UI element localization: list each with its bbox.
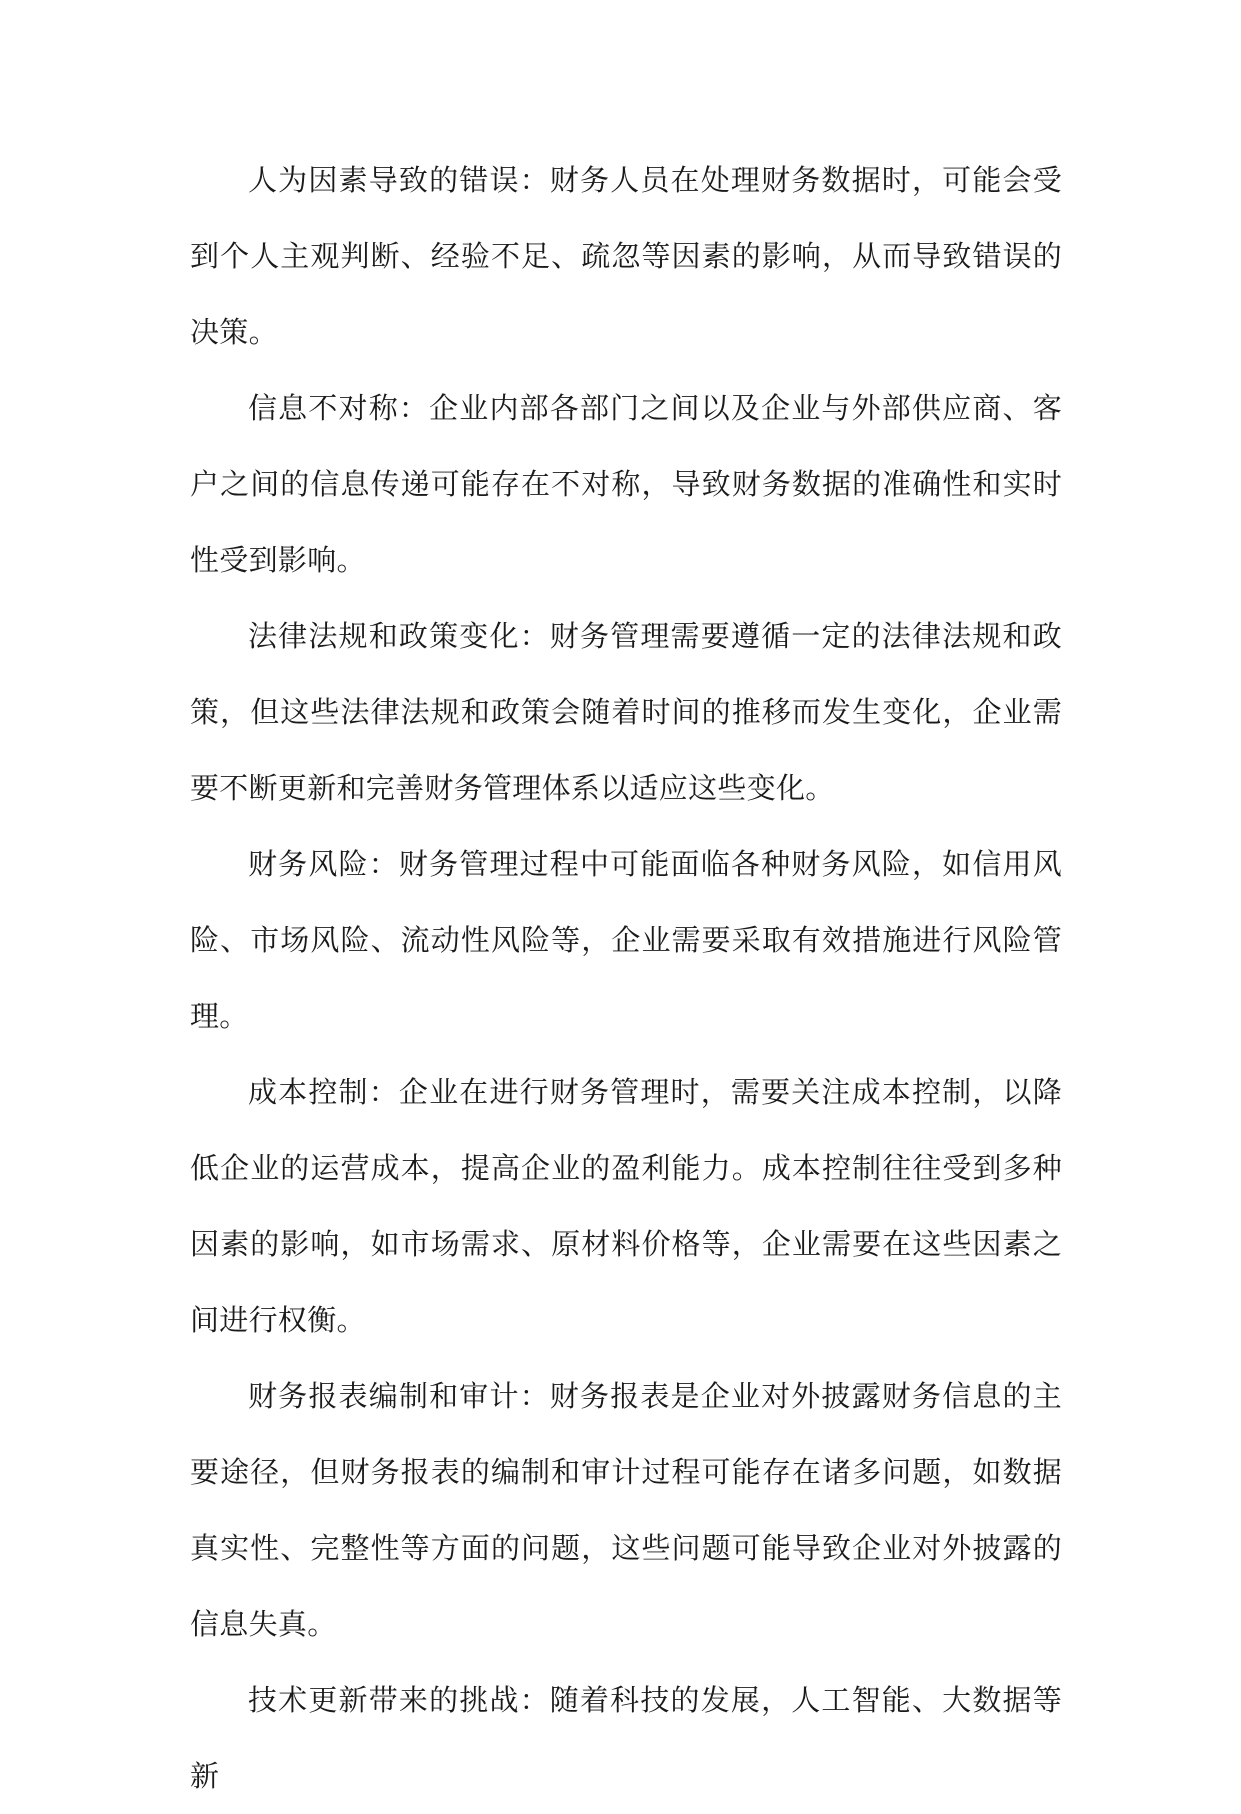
paragraph-financial-risk: 财务风险：财务管理过程中可能面临各种财务风险，如信用风险、市场风险、流动性风险等，企业需要采取有效措施进行风险管理。 [190,847,1062,1033]
paragraph-legal-policy-change: 法律法规和政策变化：财务管理需要遵循一定的法律法规和政策，但这些法律法规和政策会随着时间的推移而发生变化，企业需要不断更新和完善财务管理体系以适应这些变化。 [190,619,1062,805]
paragraph-human-error: 人为因素导致的错误：财务人员在处理财务数据时，可能会受到个人主观判断、经验不足、疏忽等因素的影响，从而导致错误的决策。 [190,163,1062,349]
document-body [190,142,1062,1814]
paragraph-cost-control: 成本控制：企业在进行财务管理时，需要关注成本控制，以降低企业的运营成本，提高企业的盈利能力。成本控制往往受到多种因素的影响，如市场需求、原材料价格等，企业需要在这些因素之间进行权衡。 [190,1075,1062,1337]
paragraph-reporting-audit: 财务报表编制和审计：财务报表是企业对外披露财务信息的主要途径，但财务报表的编制和审计过程可能存在诸多问题，如数据真实性、完整性等方面的问题，这些问题可能导致企业对外披露的信息失真。 [190,1379,1062,1641]
paragraph-technology-challenge: 技术更新带来的挑战：随着科技的发展，人工智能、大数据等新 [190,1683,1062,1793]
paragraph-information-asymmetry: 信息不对称：企业内部各部门之间以及企业与外部供应商、客户之间的信息传递可能存在不对称，导致财务数据的准确性和实时性受到影响。 [190,391,1062,577]
